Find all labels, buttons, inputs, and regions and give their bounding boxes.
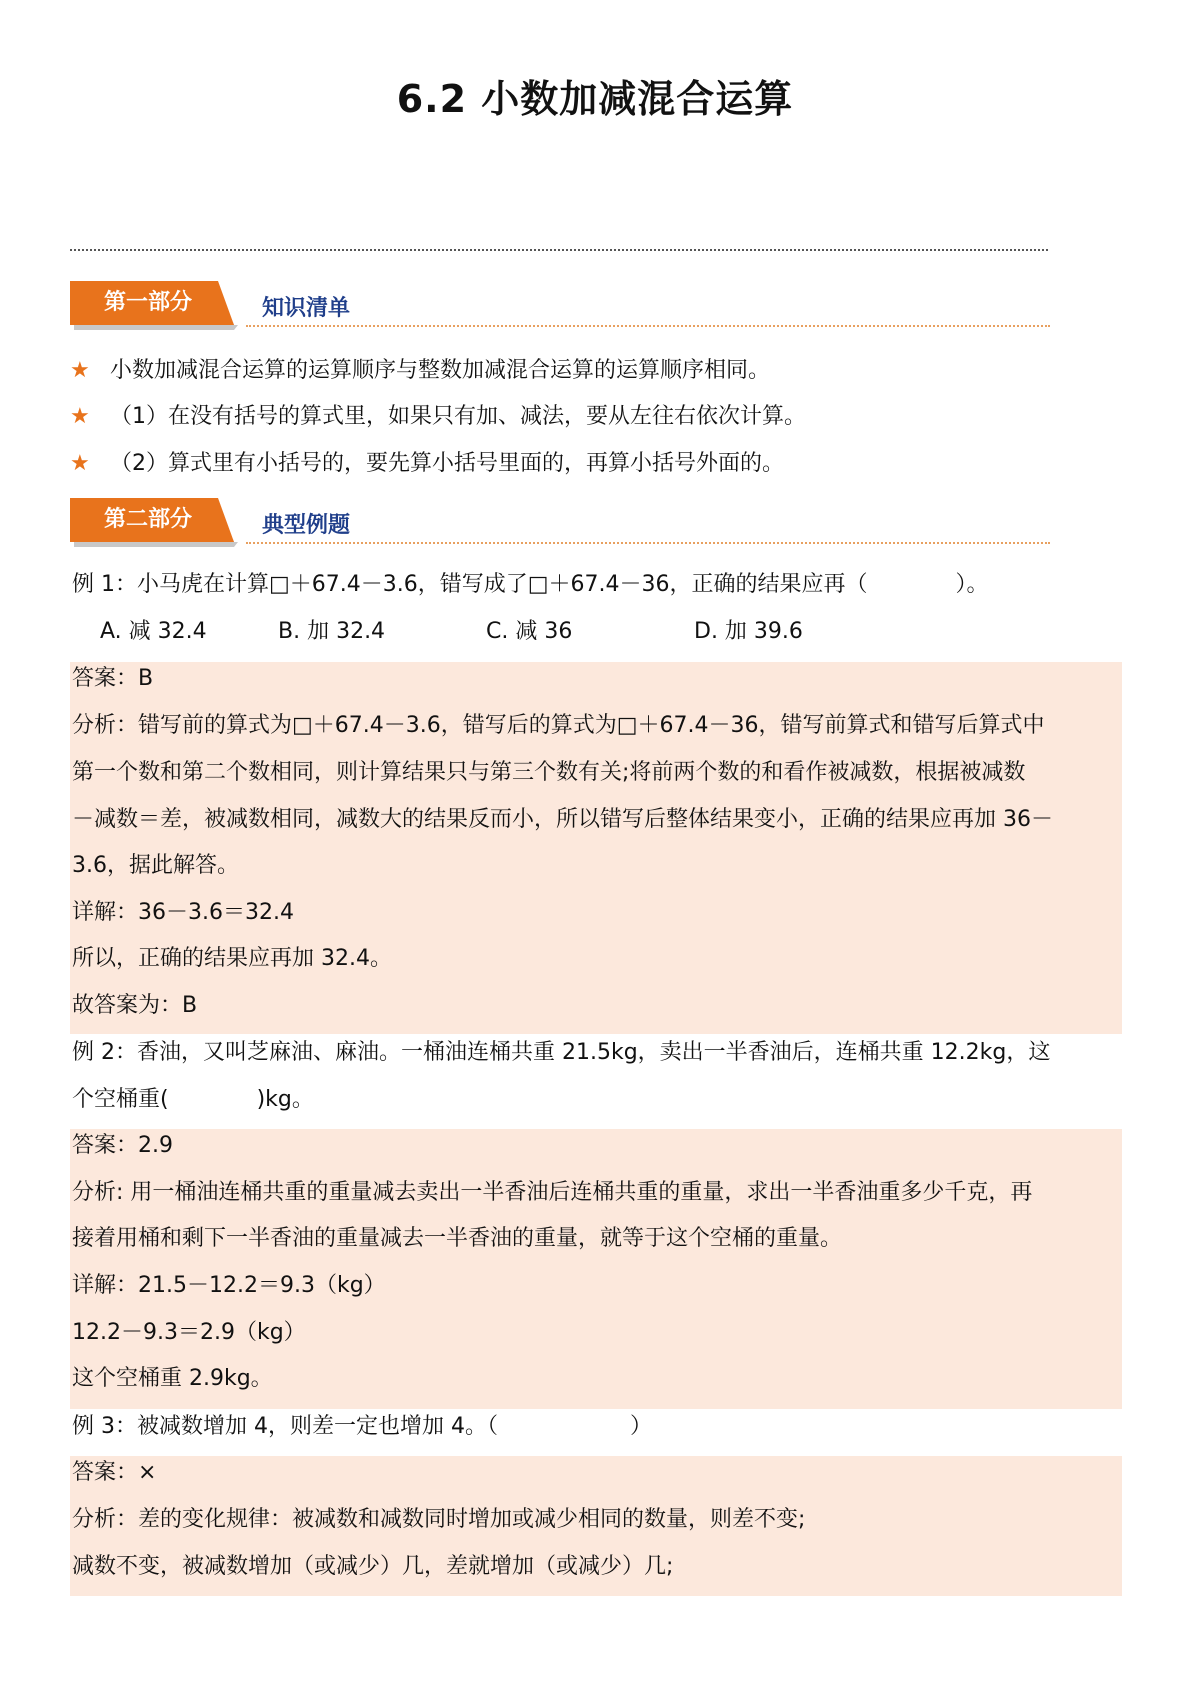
answer-line: 这个空桶重 2.9kg。 <box>72 1366 273 1391</box>
option-a: A. 减 32.4 <box>100 619 207 644</box>
section-name: 知识清单 <box>262 296 351 321</box>
star-icon: ★ <box>70 451 90 476</box>
example-3-answer <box>70 1456 1122 1596</box>
tab-shadow <box>74 325 238 330</box>
example-2-question: 个空桶重( )kg。 <box>72 1087 314 1112</box>
option-b: B. 加 32.4 <box>278 619 386 644</box>
option-d: D. 加 39.6 <box>694 619 803 644</box>
section-tab-label: 第二部分 <box>103 507 192 532</box>
knowledge-text: 小数加减混合运算的运算顺序与整数加减混合运算的运算顺序相同。 <box>110 358 771 383</box>
answer-line: 所以，正确的结果应再加 32.4。 <box>72 946 392 971</box>
divider <box>70 249 1048 251</box>
section-tab-label: 第一部分 <box>103 290 192 315</box>
knowledge-item <box>70 402 806 432</box>
example-2-question: 例 2：香油，又叫芝麻油、麻油。一桶油连桶共重 21.5kg，卖出一半香油后，连桶共重 12.2kg，这 <box>72 1040 1051 1065</box>
knowledge-text: （1）在没有括号的算式里，如果只有加、减法，要从左往右依次计算。 <box>110 404 806 429</box>
answer-line: 第一个数和第二个数相同，则计算结果只与第三个数有关;将前两个数的和看作被减数，根据被减数 <box>72 760 1026 785</box>
section-header-2 <box>70 498 1050 550</box>
star-icon: ★ <box>70 404 90 429</box>
knowledge-item <box>70 356 770 386</box>
section-name: 典型例题 <box>262 513 351 538</box>
answer-line: 12.2－9.3＝2.9（kg） <box>72 1320 306 1345</box>
answer-line: 分析：差的变化规律：被减数和减数同时增加或减少相同的数量，则差不变; <box>72 1507 806 1532</box>
star-icon: ★ <box>70 358 90 383</box>
answer-line: 分析: 用一桶油连桶共重的重量减去卖出一半香油后连桶共重的重量，求出一半香油重多少千克，再 <box>72 1180 1033 1205</box>
answer-line: 接着用桶和剩下一半香油的重量减去一半香油的重量，就等于这个空桶的重量。 <box>72 1226 843 1251</box>
example-3-question: 例 3：被减数增加 4，则差一定也增加 4。（ ） <box>72 1414 652 1439</box>
section-underline <box>246 542 1050 544</box>
tab-shadow <box>74 542 238 547</box>
section-underline <box>246 325 1050 327</box>
answer-line: 故答案为：B <box>72 993 198 1018</box>
answer-line: 3.6，据此解答。 <box>72 853 239 878</box>
answer-line: 减数不变，被减数增加（或减少）几，差就增加（或减少）几; <box>72 1554 674 1579</box>
knowledge-item <box>70 449 784 479</box>
answer-line: 答案：B <box>72 666 154 691</box>
answer-line: 答案：2.9 <box>72 1133 173 1158</box>
answer-line: 分析：错写前的算式为□＋67.4－3.6，错写后的算式为□＋67.4－36，错写前算式和错写后算式中 <box>72 713 1045 738</box>
answer-line: －减数＝差，被减数相同，减数大的结果反而小，所以错写后整体结果变小，正确的结果应再加 36－ <box>72 807 1053 832</box>
option-c: C. 减 36 <box>486 619 573 644</box>
example-1-question: 例 1：小马虎在计算□＋67.4－3.6，错写成了□＋67.4－36，正确的结果应再（ ）。 <box>72 572 989 597</box>
answer-line: 答案：× <box>72 1460 157 1485</box>
knowledge-text: （2）算式里有小括号的，要先算小括号里面的，再算小括号外面的。 <box>110 451 784 476</box>
answer-line: 详解：36－3.6＝32.4 <box>72 900 294 925</box>
page-title: 6.2 小数加减混合运算 <box>396 77 794 121</box>
section-header-1 <box>70 281 1050 333</box>
example-2-answer <box>70 1129 1122 1409</box>
example-1-answer <box>70 662 1122 1034</box>
answer-line: 详解：21.5－12.2＝9.3（kg） <box>72 1273 386 1298</box>
